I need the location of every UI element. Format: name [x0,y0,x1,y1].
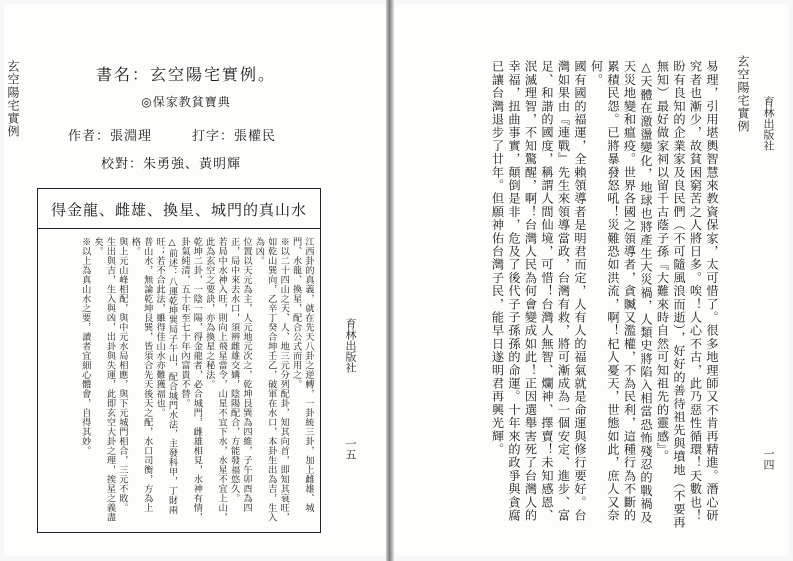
author-credit: 作者：張淵理 [68,129,153,144]
box-paragraph: 位置以天元為主，人元地元次之，乾坤艮巽為四維，子午卯酉為四正，局中來去水口，須辨雌雄交媾，陰陽配合，方能發福悠久。 [228,237,252,513]
body-paragraph: 易理，引用堪輿智慧來教資保家，太可惜了。很多地理師又不肯再精進。潛心研究者也漸少，故貧困窮苦之人將日多。唉！人心不古，此乃惡性循環！天數也！ [688,60,719,522]
left-publisher: 育林出版社 [344,318,357,373]
book-gutter [386,0,394,561]
box-paragraph: 生出與吉，生入與凶，出卦與失運，此即玄空大卦之理，挨星之義盡矣。 [92,237,116,522]
proofreader-credit: 校對：朱勇強、黃明輝 [101,157,242,172]
left-running-title: 玄空陽宅實例 [6,60,20,138]
excerpt-box-header [38,189,320,229]
right-page-number: 一四 [762,448,775,470]
box-paragraph: 若局中水神入旺，則向上飛星當令，山星不宜下水，水星不宜上山，此為玄空之要訣，亦為換星之秘法。 [203,237,228,522]
box-paragraph: 乾坤二卦，一陰一陽，得金龍者，必合城門，雌雄相見，水神有情，卦氣純清，五十年至七十年內富貴不替。 [178,237,203,522]
series-subtitle: ◎保家教貧寶典 [141,95,231,109]
body-paragraph: 盼有良知的企業家及良民們（不可隨風浪而逝），好好的善待祖先與墳地（不要再無知）最好做家祠以留千古蔭子孫『大難來時自然可知祖先的靈感』。 [655,60,686,530]
right-publisher: 育林出版社 [762,96,775,151]
right-body-text [440,60,720,530]
book-name: 書名：玄空陽宅實例。 [95,65,276,84]
box-paragraph: △前述：八運乾坤巽局子午山，配合城門水法，主發科甲，丁財兩旺；若不合此法，雖得佳山水亦難獲福也。 [154,237,178,515]
excerpt-box-title: 得金龍、雌雄、換星、城門的真山水 [50,201,307,219]
left-page-number: 一五 [344,438,357,460]
box-paragraph: 與上元山峰相配，與中元水局相應，與下元城門相合，三元不敗。 [116,237,128,513]
box-paragraph: 江西卦的真義，就在先天八卦之逆轉，一卦統三卦，加上雌雄、城門、水龍、換星，配合公式而用之。 [290,237,314,513]
body-paragraph: 國有國的福運，全賴領導者是明君而定，人有人的福氣就是命運與修行要好。台灣如果由『連戰』先生來領導當政，台灣有救，將可漸成為一個安定、進步、富足、和諧的國度，稱謂人間仙境，可惜！台灣人無智、爛神、擇賣！未知感恩、泯滅理智，不知驚醒，啊！台灣人民為何會變成如此！正因選舉害死了台灣人的幸福，扭曲事實，顛倒是非，危及了後代子子孫孫的命運。十年來的政爭與貪腐已讓台灣退步了廿年。但願神佑台灣子民，能早日遂明君再興光輝。 [490,60,587,522]
right-running-title: 玄空陽宅實例 [736,55,750,133]
box-paragraph: ※以二十四山之天、人、地三元分列配卦，知其向首，即知其衰旺，如乾山巽向，乙辛丁癸合坤壬乙，破軍在水口，本卦生出為吉，生入為凶。 [253,237,290,522]
excerpt-box-body [44,237,314,525]
box-paragraph: 普山水，無論乾坤艮巽，皆須合先天後天之配，水口司衡，方為上格。 [129,237,153,513]
excerpt-box [37,188,321,533]
box-paragraph: ※以上為真山水之要，讀者宜細心體會，自得其妙。 [79,237,91,456]
body-paragraph: △天體在激盪變化，地球也將產生大災禍，人類史將陷入相當恐怖殘忍的戰禍及天災地變和瘟疫。世界各國之領導者，貪贓又濫權，不為民利，這種行為不斷的累積民怨。已將暴發怒吼！災難恐如洪流，啊！杞人憂天，世態如此，庶人又奈何。 [589,60,653,524]
typist-credit: 打字：張權民 [192,129,277,144]
